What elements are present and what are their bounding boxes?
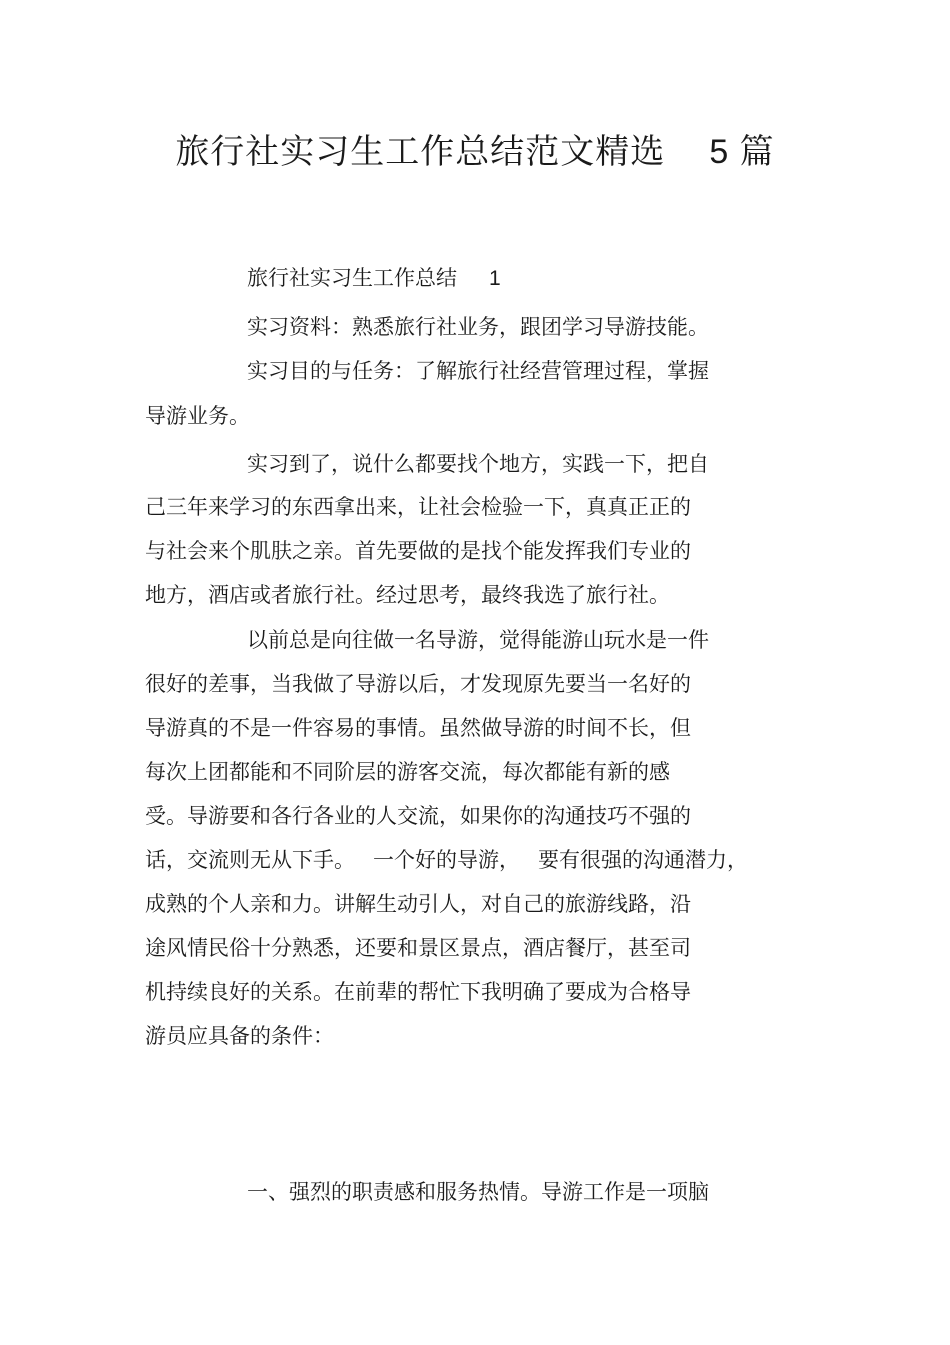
paragraph-line: 导游业务。 bbox=[145, 404, 250, 428]
section-heading bbox=[247, 264, 501, 293]
paragraph-line: 受。导游要和各行各业的人交流，如果你的沟通技巧不强的 bbox=[145, 804, 691, 828]
title-number: 5 篇 bbox=[709, 133, 775, 171]
section-heading-number: 1 bbox=[489, 267, 501, 290]
paragraph-line: 一、强烈的职责感和服务热情。导游工作是一项脑 bbox=[247, 1180, 709, 1204]
paragraph-line: 与社会来个肌肤之亲。首先要做的是找个能发挥我们专业的 bbox=[145, 539, 691, 563]
line-segment: 要有很强的沟通潜力， bbox=[538, 848, 748, 872]
title-text: 旅行社实习生工作总结范文精选 bbox=[175, 132, 666, 172]
line-segment: 一个好的导游， bbox=[373, 848, 520, 872]
paragraph-line: 以前总是向往做一名导游，觉得能游山玩水是一件 bbox=[247, 628, 709, 652]
paragraph-line: 成熟的个人亲和力。讲解生动引人，对自己的旅游线路，沿 bbox=[145, 892, 691, 916]
paragraph-line: 实习资料：熟悉旅行社业务，跟团学习导游技能。 bbox=[247, 315, 709, 339]
paragraph-line: 地方，酒店或者旅行社。经过思考，最终我选了旅行社。 bbox=[145, 583, 670, 607]
paragraph-line: 实习目的与任务：了解旅行社经营管理过程，掌握 bbox=[247, 359, 709, 383]
paragraph-line: 游员应具备的条件： bbox=[145, 1024, 334, 1048]
paragraph-line: 途风情民俗十分熟悉，还要和景区景点，酒店餐厅，甚至司 bbox=[145, 936, 691, 960]
paragraph-line: 己三年来学习的东西拿出来，让社会检验一下，真真正正的 bbox=[145, 495, 691, 519]
paragraph-line: 实习到了，说什么都要找个地方，实践一下，把自 bbox=[247, 452, 709, 476]
paragraph-line: 导游真的不是一件容易的事情。虽然做导游的时间不长，但 bbox=[145, 716, 691, 740]
paragraph-line-split bbox=[145, 846, 748, 874]
paragraph-line: 机持续良好的关系。在前辈的帮忙下我明确了要成为合格导 bbox=[145, 980, 691, 1004]
document-title bbox=[0, 124, 950, 173]
paragraph-line: 每次上团都能和不同阶层的游客交流，每次都能有新的感 bbox=[145, 760, 670, 784]
section-heading-text: 旅行社实习生工作总结 bbox=[247, 266, 457, 290]
line-segment: 话，交流则无从下手。 bbox=[145, 848, 355, 872]
paragraph-line: 很好的差事，当我做了导游以后，才发现原先要当一名好的 bbox=[145, 672, 691, 696]
